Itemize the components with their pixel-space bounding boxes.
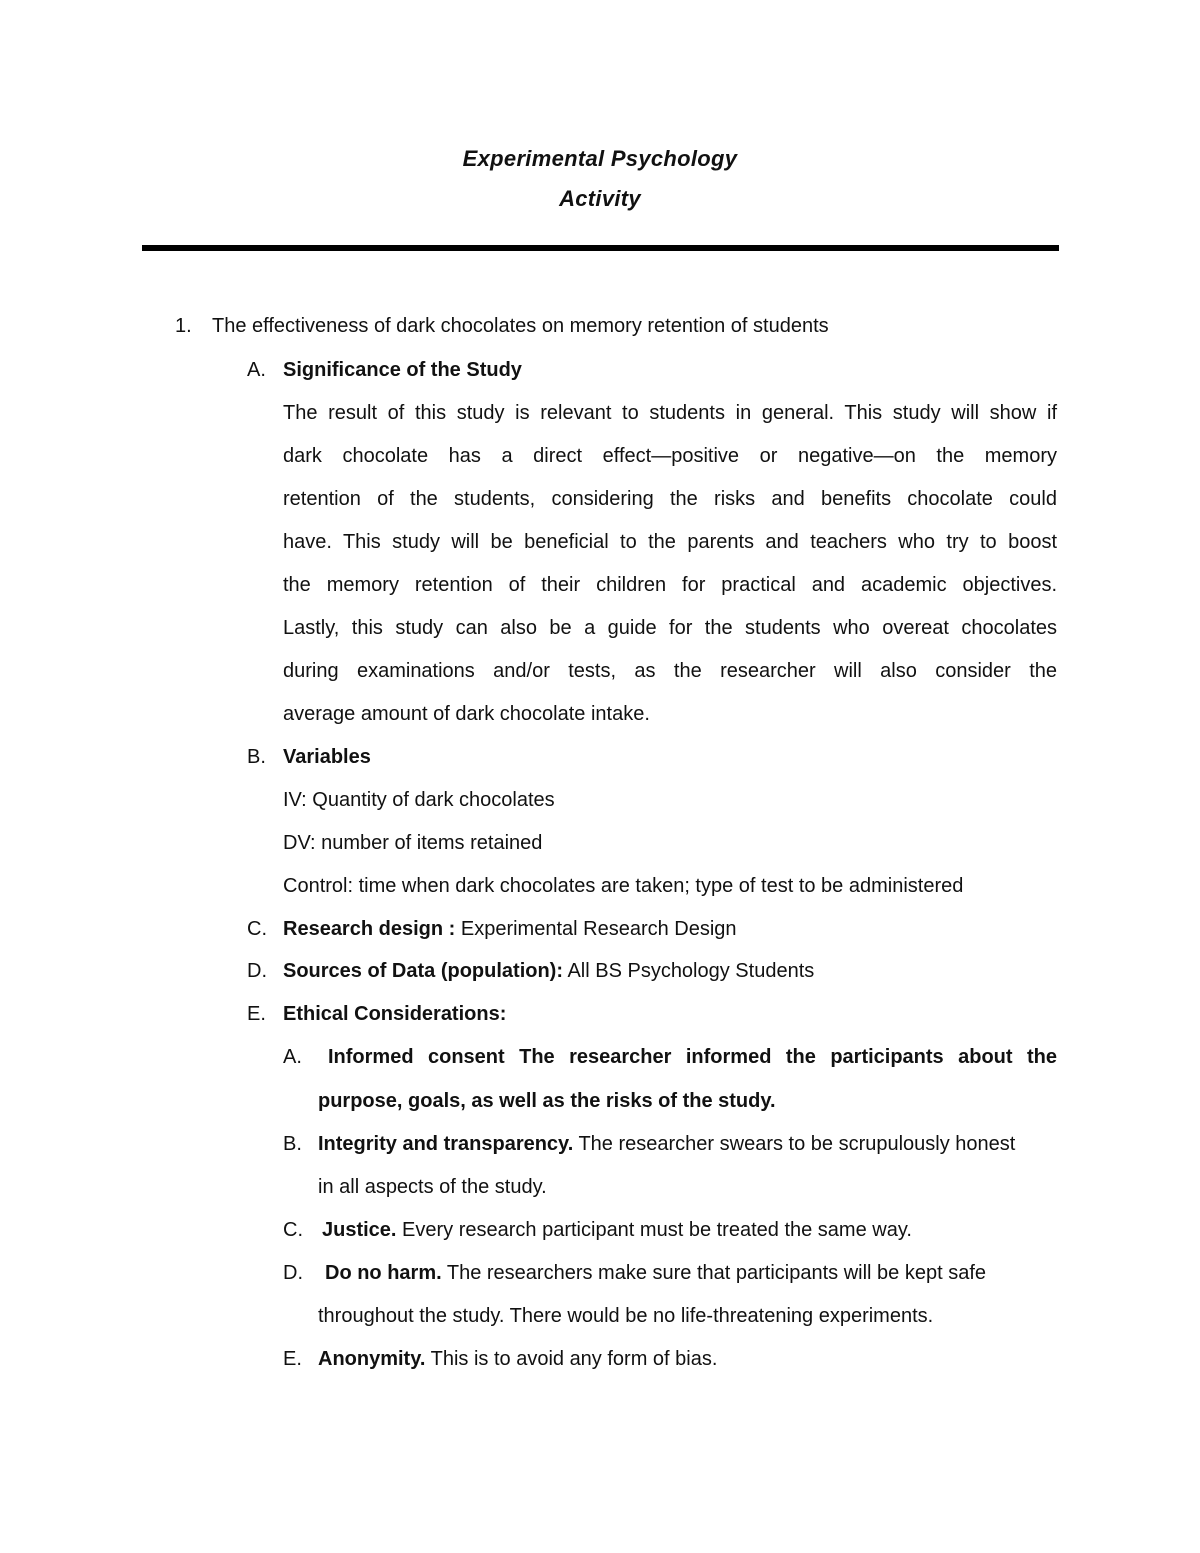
significance-line-4: have. This study will be beneficial to the parents and teachers who try to boost (283, 531, 1057, 553)
ethics-a-marker: A. (283, 1046, 302, 1068)
ethics-e-heading: Anonymity. (318, 1348, 426, 1370)
section-d-row (283, 959, 814, 983)
significance-line-5: the memory retention of their children for practical and academic objectives. (283, 574, 1057, 596)
ethics-c-heading: Justice. (322, 1219, 397, 1241)
item-1-title: The effectiveness of dark chocolates on memory retention of students (212, 315, 829, 337)
significance-line-6: Lastly, this study can also be a guide for the students who overeat chocolates (283, 617, 1057, 639)
ethics-d-heading: Do no harm. (325, 1262, 442, 1284)
ethics-d-text: The researchers make sure that participants will be kept safe (441, 1262, 987, 1284)
ethics-a-line-2: purpose, goals, as well as the risks of the study. (318, 1090, 776, 1112)
ethics-e-line-1 (318, 1347, 717, 1371)
variable-iv: IV: Quantity of dark chocolates (283, 789, 555, 811)
ethics-b-line-2: in all aspects of the study. (318, 1176, 547, 1198)
section-e-heading: Ethical Considerations: (283, 1003, 507, 1025)
item-1-number: 1. (175, 315, 192, 337)
ethics-c-text: Every research participant must be treated the same way. (396, 1219, 912, 1241)
variable-dv: DV: number of items retained (283, 832, 543, 854)
section-b-marker: B. (247, 746, 266, 768)
ethics-b-marker: B. (283, 1133, 302, 1155)
section-e-marker: E. (247, 1003, 266, 1025)
section-c-text: Experimental Research Design (455, 918, 737, 940)
section-a-heading: Significance of the Study (283, 359, 522, 381)
significance-line-2: dark chocolate has a direct effect—positive or negative—on the memory (283, 445, 1057, 467)
ethics-d-line-1 (325, 1261, 986, 1285)
ethics-b-heading: Integrity and transparency. (318, 1133, 574, 1155)
section-c-row (283, 917, 737, 941)
document-title: Experimental Psychology (462, 146, 738, 171)
ethics-d-marker: D. (283, 1262, 303, 1284)
document-subtitle: Activity (559, 186, 641, 211)
section-c-marker: C. (247, 918, 267, 940)
ethics-b-line-1 (318, 1132, 1015, 1156)
significance-line-8: average amount of dark chocolate intake. (283, 703, 650, 725)
ethics-b-text: The researcher swears to be scrupulously honest (573, 1133, 1016, 1155)
significance-line-1: The result of this study is relevant to students in general. This study will show if (283, 402, 1057, 424)
section-d-heading: Sources of Data (population): (283, 960, 563, 982)
section-a-marker: A. (247, 359, 266, 381)
significance-line-7: during examinations and/or tests, as the researcher will also consider the (283, 660, 1057, 682)
ethics-e-text: This is to avoid any form of bias. (425, 1348, 718, 1370)
section-d-marker: D. (247, 960, 267, 982)
section-c-heading: Research design : (283, 918, 456, 940)
horizontal-rule (142, 245, 1059, 251)
section-b-heading: Variables (283, 746, 371, 768)
section-d-text: All BS Psychology Students (563, 960, 815, 982)
significance-line-3: retention of the students, considering the risks and benefits chocolate could (283, 488, 1057, 510)
ethics-d-line-2: throughout the study. There would be no life-threatening experiments. (318, 1305, 934, 1327)
ethics-e-marker: E. (283, 1348, 302, 1370)
ethics-c-line-1 (322, 1218, 912, 1242)
variable-control: Control: time when dark chocolates are taken; type of test to be administered (283, 875, 964, 897)
ethics-c-marker: C. (283, 1219, 303, 1241)
ethics-a-line-1: Informed consent The researcher informed the participants about the (328, 1046, 1057, 1068)
